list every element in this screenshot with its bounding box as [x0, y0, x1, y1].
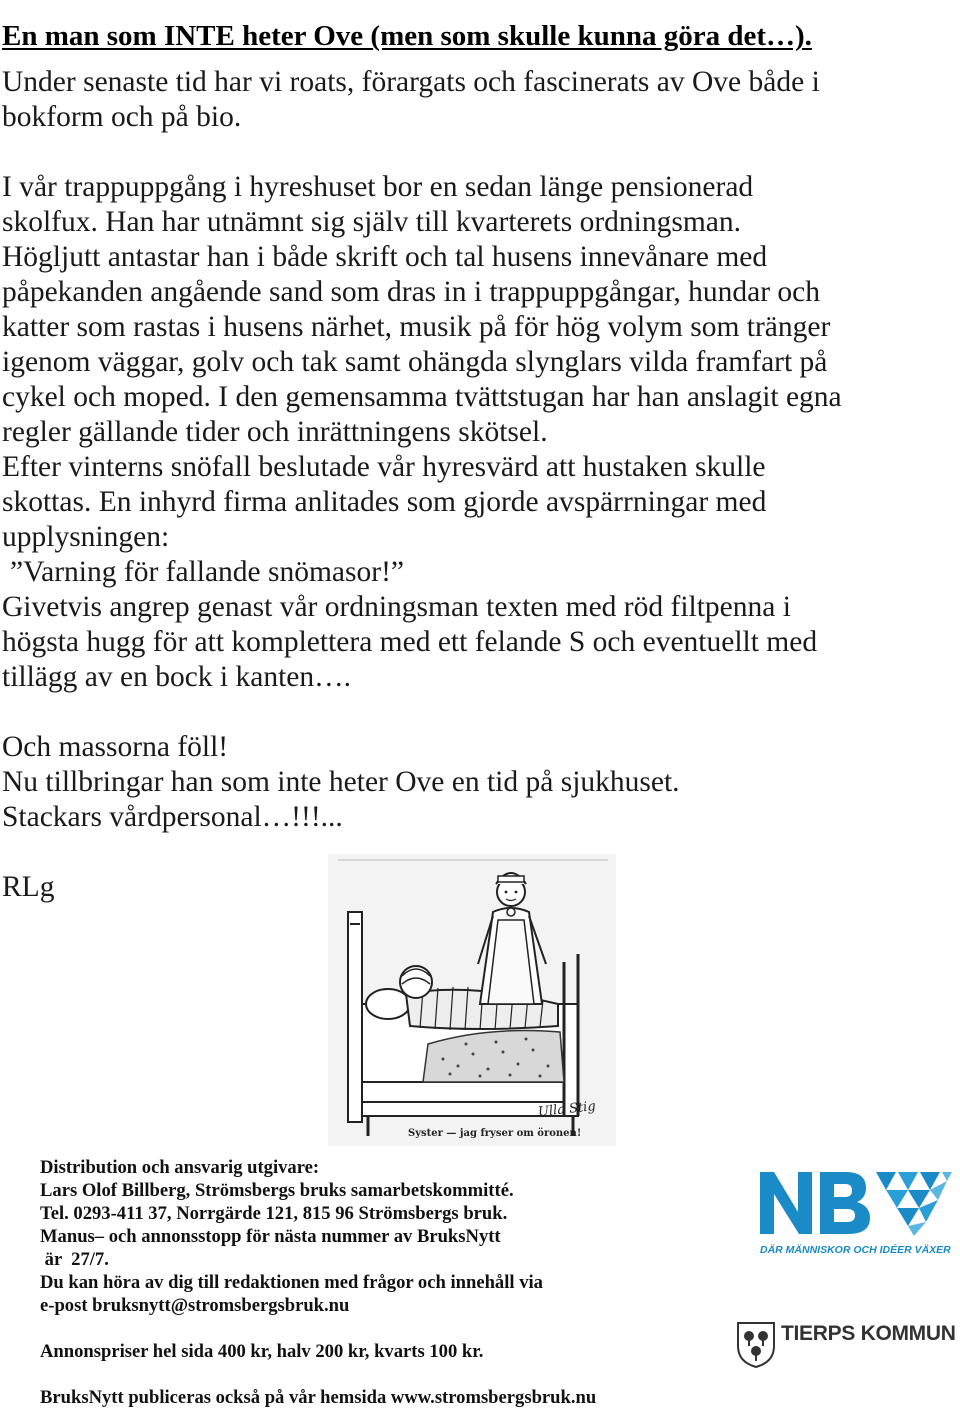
article-body	[2, 65, 952, 905]
publisher-info	[40, 1156, 730, 1409]
article-line: Och massorna föll!	[2, 731, 229, 763]
article-line: tillägg av en bock i kanten….	[2, 661, 351, 693]
tierps-kommun-logo	[735, 1320, 955, 1370]
footer-ad-prices: Annonspriser hel sida 400 kr, halv 200 kr, kvarts 100 kr.	[40, 1341, 484, 1362]
article-line: cykel och moped. I den gemensamma tvättstugan har han anslagit egna	[2, 381, 842, 413]
footer-line: Manus– och annonsstopp för nästa nummer av BruksNytt	[40, 1226, 501, 1247]
article-line: Stackars vårdpersonal…!!!...	[2, 801, 343, 833]
article-line: Nu tillbringar han som inte heter Ove en tid på sjukhuset.	[2, 766, 680, 798]
footer-gap	[40, 1317, 730, 1340]
footer-line: Lars Olof Billberg, Strömsbergs bruks samarbetskommitté.	[40, 1180, 514, 1201]
article-line: högsta hugg för att komplettera med ett felande S och eventuellt med	[2, 626, 818, 658]
tierps-kommun-text: TIERPS KOMMUN	[781, 1322, 956, 1345]
article-line: Givetvis angrep genast vår ordningsman texten med röd filtpenna i	[2, 591, 791, 623]
article-line: skottas. En inhyrd firma anlitades som gjorde avspärrningar med	[2, 486, 767, 518]
article-line: Under senaste tid har vi roats, förargats och fascinerats av Ove både i	[2, 66, 820, 98]
footer-website: BruksNytt publiceras också på vår hemsida www.stromsbergsbruk.nu	[40, 1387, 597, 1408]
warning-quote: ”Varning för fallande snömasor!”	[10, 556, 405, 588]
nurse-cartoon-illustration	[328, 854, 616, 1146]
author-signature: RLg	[2, 871, 55, 903]
article-line: katter som rastas i husens närhet, musik på för hög volym som tränger	[2, 311, 831, 343]
cartoon-artist-signature: Ulla Stig	[537, 1099, 597, 1120]
footer-line: är 27/7.	[40, 1249, 109, 1270]
article-line: bokform och på bio.	[2, 101, 242, 133]
footer-line: Du kan höra av dig till redaktionen med frågor och innehåll via	[40, 1272, 543, 1293]
article-line: upplysningen:	[2, 521, 170, 553]
cartoon-caption: Syster — jag fryser om öronen!	[408, 1128, 582, 1139]
article-line: Högljutt antastar han i både skrift och tal husens innevånare med	[2, 241, 768, 273]
nbv-tagline: DÄR MÄNNISKOR OCH IDÉER VÄXER	[760, 1244, 951, 1256]
article-line: igenom väggar, golv och tak samt ohängda slynglars vilda framfart på	[2, 346, 828, 378]
paragraph-gap	[2, 135, 952, 170]
article-line: I vår trappuppgång i hyreshuset bor en sedan länge pensionerad	[2, 171, 754, 203]
paragraph-gap	[2, 695, 952, 730]
footer-line: Distribution och ansvarig utgivare:	[40, 1157, 320, 1178]
footer-gap	[40, 1363, 730, 1386]
article-line: skolfux. Han har utnämnt sig själv till kvarterets ordningsman.	[2, 206, 742, 238]
footer-line: Tel. 0293-411 37, Norrgärde 121, 815 96 Strömsbergs bruk.	[40, 1203, 508, 1224]
footer-email: e-post bruksnytt@stromsbergsbruk.nu	[40, 1295, 350, 1316]
article-line: påpekanden angående sand som dras in i trappuppgångar, hundar och	[2, 276, 820, 308]
tierps-coat-of-arms-icon	[735, 1320, 777, 1368]
article-title: En man som INTE heter Ove (men som skulle kunna göra det…).	[2, 20, 812, 53]
article-line: Efter vinterns snöfall beslutade vår hyresvärd att hustaken skulle	[2, 451, 766, 483]
article-line: regler gällande tider och inrättningens skötsel.	[2, 416, 548, 448]
